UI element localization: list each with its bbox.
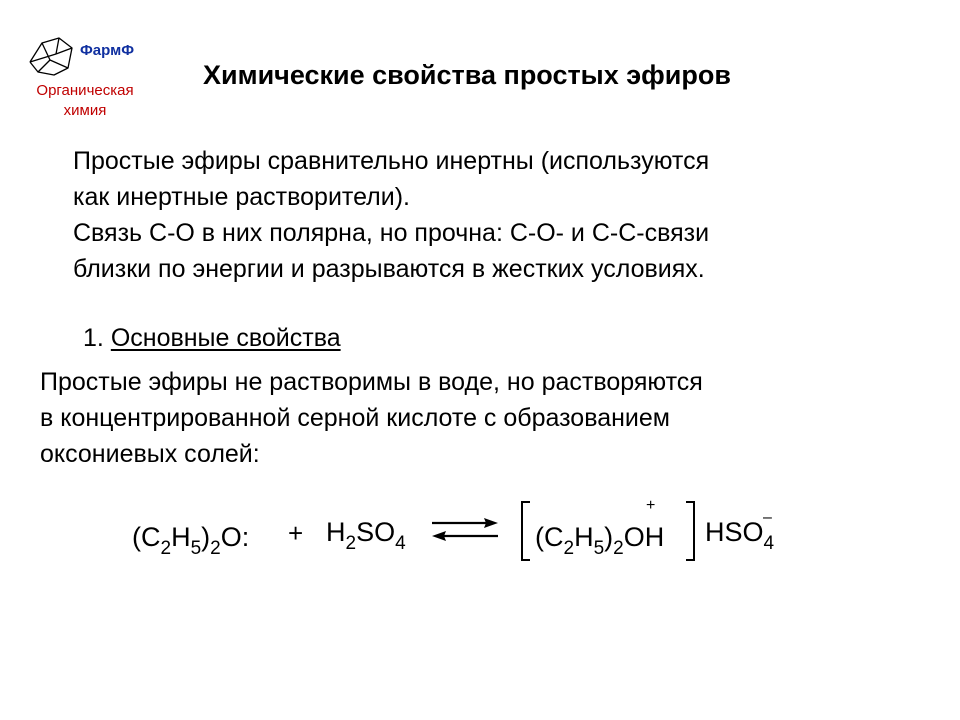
intro-line-2: как инертные растворители). [73, 183, 410, 211]
slide-title: Химические свойства простых эфиров [203, 60, 731, 90]
plus-sign: + [288, 518, 304, 548]
section-number: 1. [83, 324, 104, 352]
intro-line-1: Простые эфиры сравнительно инертны (используются [73, 147, 710, 175]
positive-charge: + [646, 497, 656, 514]
reactant-diethyl-ether: $(C_2H_5)_2O$: [132, 522, 250, 559]
product-hydrosulfate-anion: $HSO_4$ [705, 517, 775, 554]
adamantane-molecule-icon [26, 34, 78, 80]
negative-charge: – [763, 509, 772, 526]
intro-line-3: Связь С-О в них полярна, но прочна: С-О- и С-С-связи [73, 219, 710, 247]
section-heading [83, 320, 341, 356]
intro-line-4: близки по энергии и разрываются в жестких условиях. [73, 255, 705, 283]
product-oxonium-cation: $(C_2H_5)_2OH$ [535, 522, 665, 559]
body-line-1: Простые эфиры не растворимы в воде, но растворяются [40, 368, 703, 396]
subject-line-1: Органическая [36, 82, 134, 99]
subject-label [20, 81, 150, 121]
body-line-3: оксониевых солей: [40, 440, 260, 468]
section-title: Основные свойства [110, 324, 341, 352]
body-line-2: в концентрированной серной кислоте с образованием [40, 404, 670, 432]
intro-paragraph [73, 143, 709, 287]
equilibrium-arrows-icon [430, 512, 500, 546]
reactant-sulfuric-acid: $H_2SO_4$ [326, 517, 406, 554]
subject-line-2: химия [63, 102, 107, 119]
body-paragraph [40, 364, 703, 472]
brand-name: ФармФ [80, 42, 135, 59]
